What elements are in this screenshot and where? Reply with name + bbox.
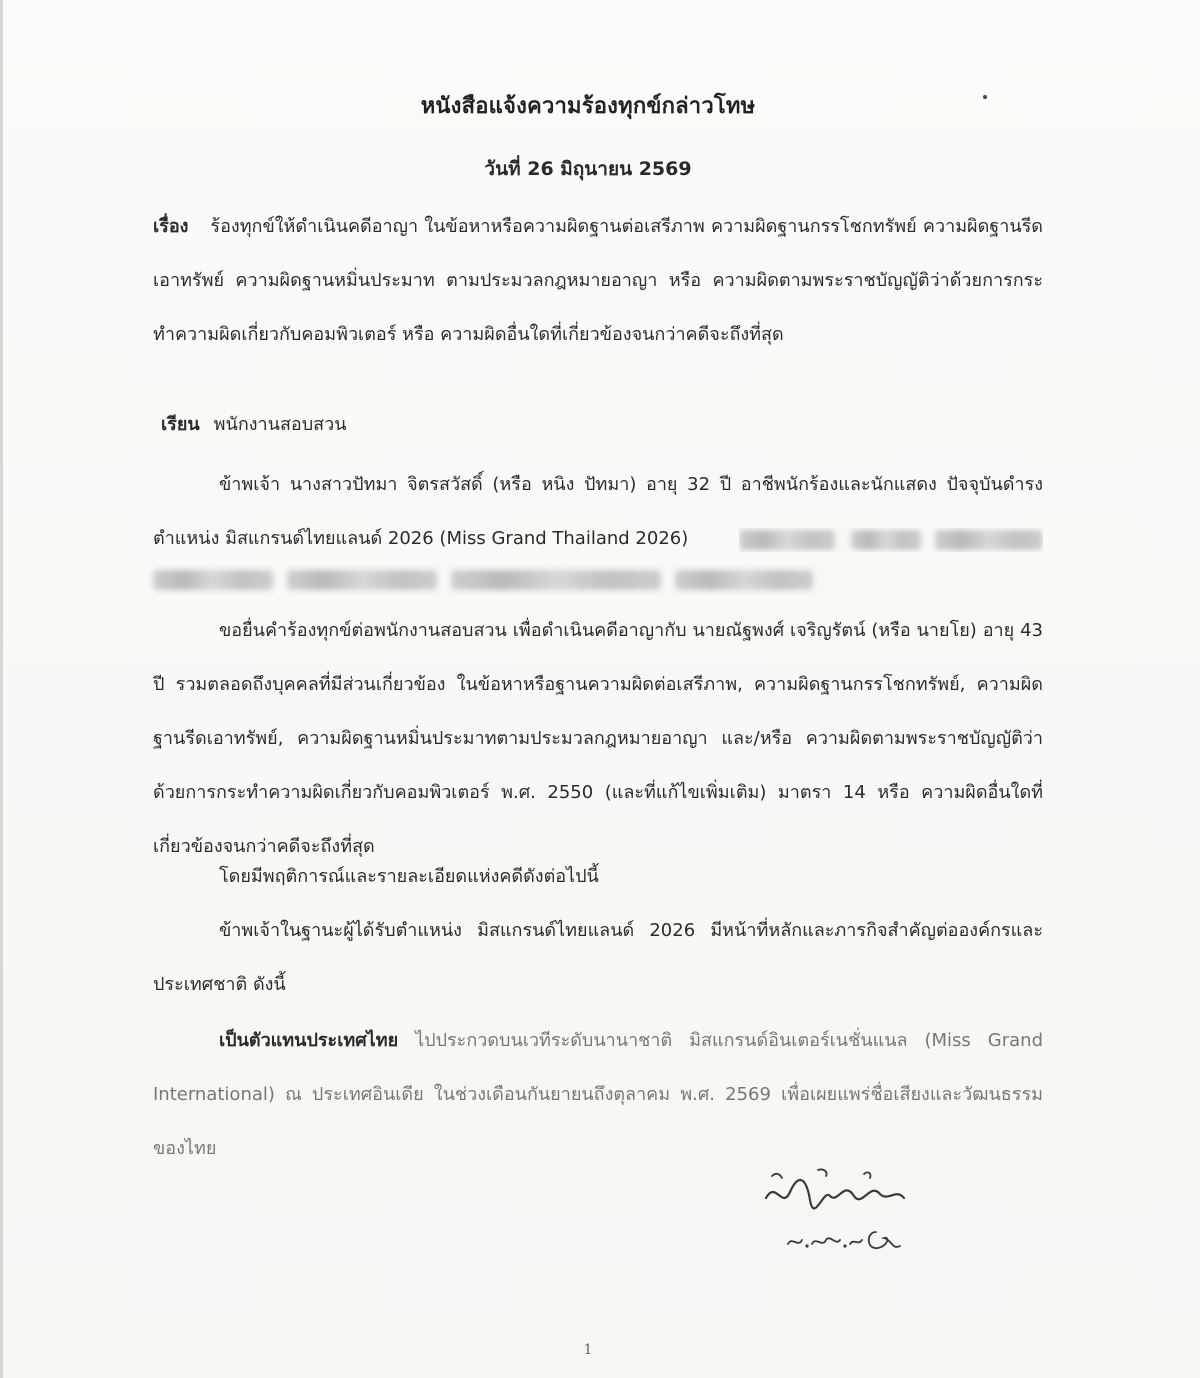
complainant-text: ข้าพเจ้า นางสาวปัทมา จิตรสวัสดิ์ (หรือ หนิง ปัทมา) อายุ 32 ปี อาชีพนักร้องและนักแสดง ปัจจุบันดำรงตำแหน่ง มิสแกรนด์ไทยแลนด์ 2026 (Miss Grand Thailand 2026) (153, 474, 1043, 549)
redacted-text-2 (153, 566, 813, 594)
representation-text: ไปประกวดบนเวทีระดับนานาชาติ มิสแกรนด์อินเตอร์เนชั่นแนล (Miss Grand International) ณ ประเทศอินเดีย ในช่วงเดือนกันยายนถึงตุลาคม พ.ศ. 2569 เพื่อเผยแพร่ชื่อเสียงและวัฒนธรรมของไทย (153, 1030, 1043, 1159)
redacted-text-1 (739, 528, 1043, 552)
subject-text: ร้องทุกข์ให้ดำเนินคดีอาญา ในข้อหาหรือความผิดฐานต่อเสรีภาพ ความผิดฐานกรรโชกทรัพย์ ความผิดฐานรีดเอาทรัพย์ ความผิดฐานหมิ่นประมาท ตามประมวลกฎหมายอาญา หรือ ความผิดตามพระราชบัญญัติว่าด้วยการกระทำความผิดเกี่ยวกับคอมพิวเตอร์ หรือ ความผิดอื่นใดที่เกี่ยวข้องจนกว่าคดีจะถึงที่สุด (153, 216, 1043, 345)
subject-label: เรื่อง (153, 216, 189, 237)
paper-speck (983, 95, 987, 99)
recipient-text: พนักงานสอบสวน (213, 414, 347, 435)
complaint-text: ขอยื่นคำร้องทุกข์ต่อพนักงานสอบสวน เพื่อดำเนินคดีอาญากับ นายณัฐพงศ์ เจริญรัตน์ (หรือ นายโย) อายุ 43 ปี รวมตลอดถึงบุคคลที่มีส่วนเกี่ยวข้อง ในข้อหาหรือฐานความผิดต่อเสรีภาพ, ความผิดฐานกรรโชกทรัพย์, ความผิดฐานรีดเอาทรัพย์, ความผิดฐานหมิ่นประมาทตามประมวลกฎหมายอาญา และ/หรือ ความผิดตามพระราชบัญญัติว่าด้วยการกระทำความผิดเกี่ยวกับคอมพิวเตอร์ พ.ศ. 2550 (และที่แก้ไขเพิ่มเติม) มาตรา 14 หรือ ความผิดอื่นใดที่เกี่ยวข้องจนกว่าคดีจะถึงที่สุด (153, 620, 1043, 857)
complaint-paragraph (153, 604, 1043, 874)
recipient-label: เรียน (161, 414, 200, 435)
page-number: 1 (583, 1342, 593, 1358)
handwritten-signature (758, 1140, 958, 1260)
details-intro-text: โดยมีพฤติการณ์และรายละเอียดแห่งคดีดังต่อไปนี้ (219, 866, 599, 887)
details-intro-paragraph (153, 850, 1043, 904)
representation-lead: เป็นตัวแทนประเทศไทย (219, 1030, 399, 1051)
subject-paragraph (153, 200, 1043, 362)
document-title: หนังสือแจ้งความร้องทุกข์กล่าวโทษ (420, 94, 756, 119)
duties-paragraph (153, 904, 1043, 1012)
duties-text: ข้าพเจ้าในฐานะผู้ได้รับตำแหน่ง มิสแกรนด์ไทยแลนด์ 2026 มีหน้าที่หลักและภารกิจสำคัญต่อองค์กรและประเทศชาติ ดังนี้ (153, 920, 1043, 995)
recipient-line (161, 398, 1051, 452)
document-date: วันที่ 26 มิถุนายน 2569 (484, 158, 692, 180)
